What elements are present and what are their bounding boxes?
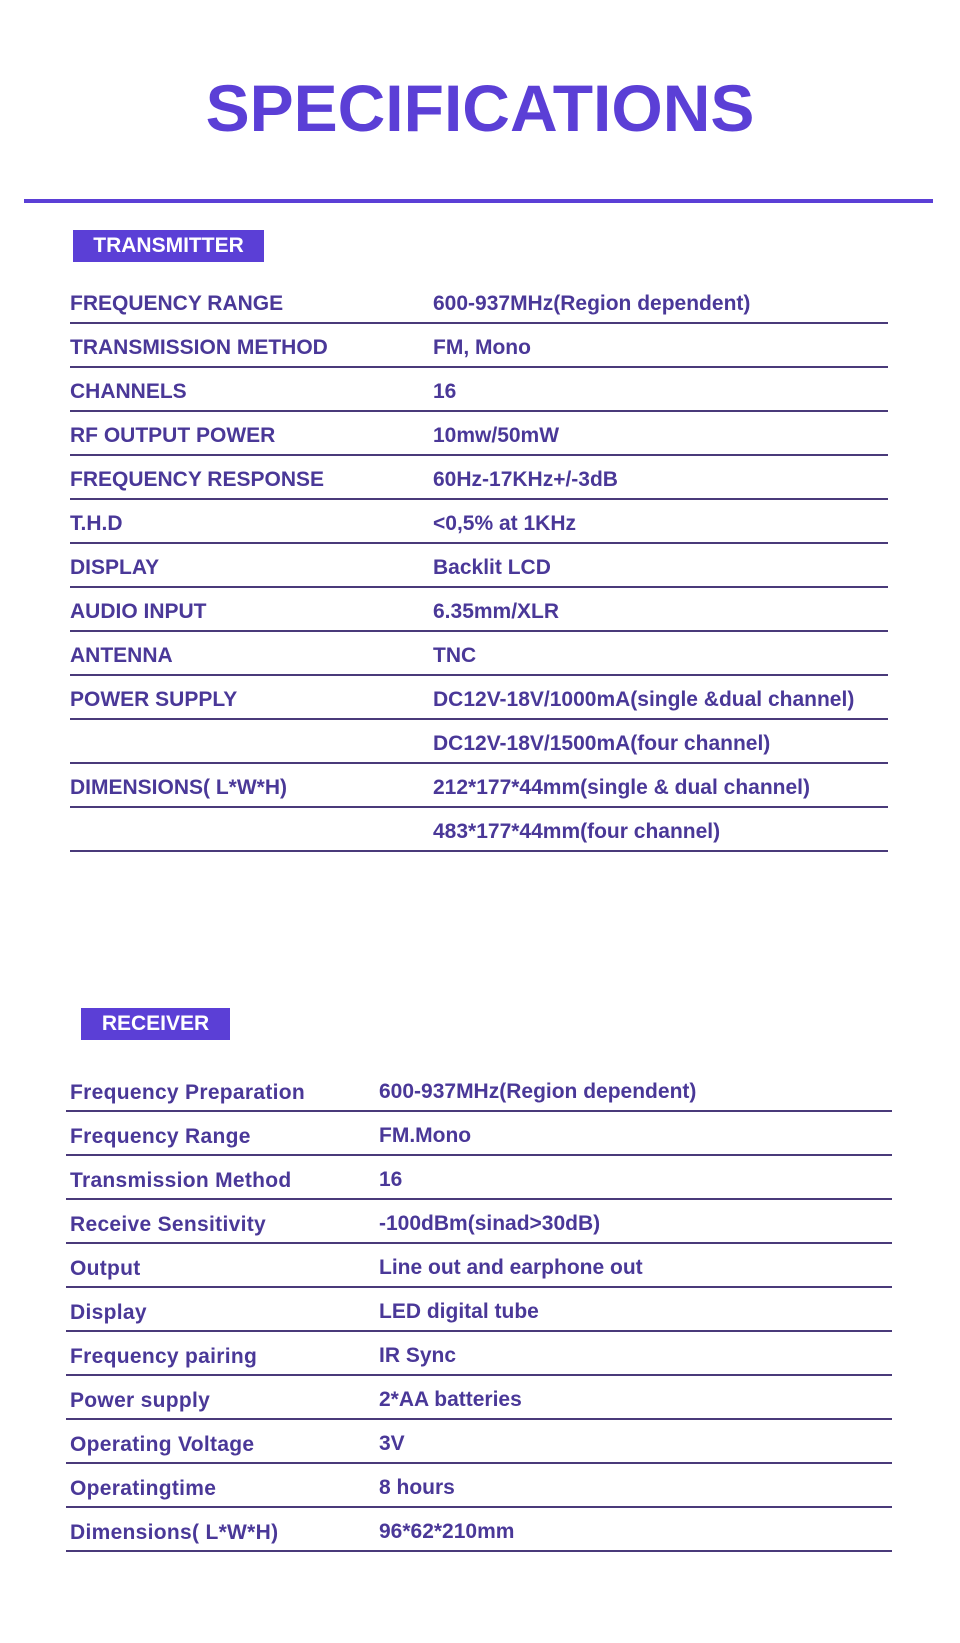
spec-value: <0,5% at 1KHz [433,512,576,535]
table-row [70,632,888,676]
spec-label: TRANSMISSION METHOD [70,336,328,359]
spec-value: 6.35mm/XLR [433,600,560,623]
table-row [70,544,888,588]
table-row [70,412,888,456]
spec-value: 483*177*44mm(four channel) [433,820,721,843]
spec-value: 600-937MHz(Region dependent) [433,292,751,315]
table-row [66,1156,892,1200]
spec-label: Power supply [70,1389,211,1412]
spec-value: 16 [379,1168,403,1191]
spec-label: Output [70,1257,141,1280]
spec-value: 8 hours [379,1476,455,1499]
spec-value: TNC [433,644,477,667]
transmitter-spec-table [70,280,888,852]
spec-value: DC12V-18V/1500mA(four channel) [433,732,771,755]
table-row [70,500,888,544]
table-row [66,1288,892,1332]
table-row [66,1420,892,1464]
table-row [66,1464,892,1508]
spec-label: Frequency pairing [70,1345,258,1368]
table-row [70,676,888,720]
receiver-spec-table [66,1068,892,1552]
spec-label: Operating Voltage [70,1433,255,1456]
title-divider [24,199,933,203]
table-row [66,1112,892,1156]
spec-value: IR Sync [379,1344,457,1367]
spec-label: DIMENSIONS( L*W*H) [70,776,287,799]
spec-label: Display [70,1301,147,1324]
spec-value: 212*177*44mm(single & dual channel) [433,776,810,799]
spec-value: 60Hz-17KHz+/-3dB [433,468,618,491]
spec-label: Operatingtime [70,1477,217,1500]
spec-value: 10mw/50mW [433,424,560,447]
table-row [66,1376,892,1420]
spec-label: T.H.D [70,512,123,535]
spec-value: 16 [433,380,457,403]
spec-label: FREQUENCY RANGE [70,292,284,315]
spec-label: ANTENNA [70,644,173,667]
spec-label: Frequency Preparation [70,1081,306,1104]
table-row [66,1508,892,1552]
spec-label: AUDIO INPUT [70,600,207,623]
table-row [66,1332,892,1376]
table-row [70,368,888,412]
table-row [70,456,888,500]
spec-label: CHANNELS [70,380,187,403]
spec-label: RF OUTPUT POWER [70,424,276,447]
spec-label: DISPLAY [70,556,160,579]
table-row [70,764,888,808]
spec-value: DC12V-18V/1000mA(single &dual channel) [433,688,855,711]
spec-value: Line out and earphone out [379,1256,643,1279]
spec-label: FREQUENCY RESPONSE [70,468,324,491]
table-row [66,1244,892,1288]
table-row [66,1200,892,1244]
receiver-section-badge: RECEIVER [81,1008,230,1040]
spec-label: POWER SUPPLY [70,688,238,711]
spec-label: Dimensions( L*W*H) [70,1521,279,1544]
spec-label: Receive Sensitivity [70,1213,266,1236]
spec-value: 2*AA batteries [379,1388,522,1411]
spec-value: 96*62*210mm [379,1520,515,1543]
table-row [70,808,888,852]
table-row [70,280,888,324]
spec-label: Frequency Range [70,1125,251,1148]
table-row [70,324,888,368]
table-row [70,588,888,632]
table-row [66,1068,892,1112]
spec-value: -100dBm(sinad>30dB) [379,1212,601,1235]
spec-value: FM, Mono [433,336,531,359]
spec-label: Transmission Method [70,1169,292,1192]
spec-value: LED digital tube [379,1300,539,1323]
spec-value: 3V [379,1432,405,1455]
transmitter-section-badge: TRANSMITTER [73,230,264,262]
page-title: SPECIFICATIONS [205,71,755,145]
spec-value: Backlit LCD [433,556,551,579]
spec-value: 600-937MHz(Region dependent) [379,1080,697,1103]
spec-value: FM.Mono [379,1124,472,1147]
table-row [70,720,888,764]
